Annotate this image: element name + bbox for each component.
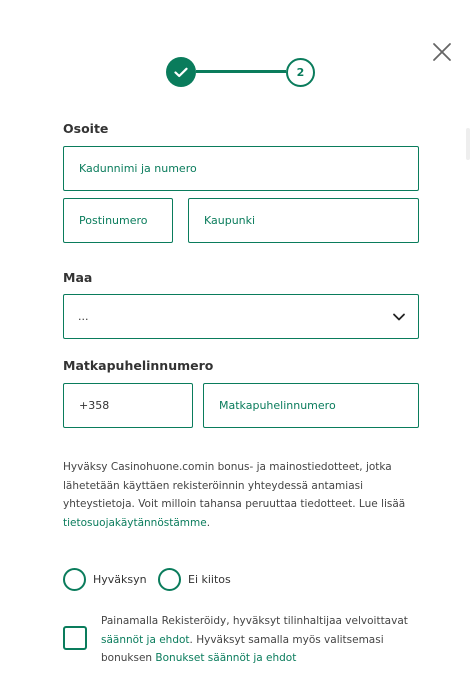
phone-label: Matkapuhelinnumero (63, 358, 214, 373)
check-icon (174, 67, 188, 78)
phone-prefix-field[interactable] (63, 383, 193, 428)
marketing-consent-text (63, 458, 423, 532)
phone-prefix-value: +358 (79, 399, 110, 412)
bonus-terms-link[interactable]: Bonukset säännöt ja ehdot (155, 652, 297, 664)
country-selected-value: ... (78, 310, 89, 323)
accept-marketing-label: Hyväksyn (93, 572, 147, 586)
step-1-completed (166, 57, 196, 87)
terms-text-before: Painamalla Rekisteröidy, hyväksyt tilinhaltijaa velvoittavat (101, 615, 408, 627)
terms-text-middle: . Hyväksyt samalla myös valitsemasi bonuksen (101, 633, 384, 664)
accept-marketing-radio[interactable] (63, 567, 147, 591)
address-label: Osoite (63, 121, 109, 136)
marketing-consent-end: . (206, 516, 211, 529)
radio-circle[interactable] (158, 568, 181, 591)
city-input[interactable] (188, 198, 419, 243)
country-label: Maa (63, 270, 93, 285)
country-select[interactable] (63, 294, 419, 339)
step-2-current: 2 (286, 58, 315, 87)
stepper-line (196, 70, 286, 73)
street-input[interactable] (63, 146, 419, 191)
close-icon (430, 40, 454, 64)
chevron-down-icon (392, 310, 406, 324)
decline-marketing-radio[interactable] (158, 567, 231, 591)
terms-text (101, 612, 421, 668)
scrollbar[interactable] (466, 128, 470, 160)
terms-link[interactable]: säännöt ja ehdot (101, 633, 190, 646)
phone-number-input[interactable] (203, 383, 419, 428)
privacy-policy-link[interactable]: tietosuojakäytännöstämme (63, 516, 207, 529)
terms-checkbox[interactable] (63, 626, 87, 650)
radio-circle[interactable] (63, 568, 86, 591)
marketing-consent-body: Hyväksy Casinohuone.comin bonus- ja mainostiedotteet, jotka lähetetään käyttäen rekisteröinnin yhteydessä antamiasi yhteystietoja. Voit milloin tahansa peruuttaa tiedotteet. Lue lisää (63, 461, 406, 510)
close-button[interactable] (430, 40, 454, 64)
decline-marketing-label: Ei kiitos (188, 572, 231, 586)
postal-code-input[interactable] (63, 198, 173, 243)
